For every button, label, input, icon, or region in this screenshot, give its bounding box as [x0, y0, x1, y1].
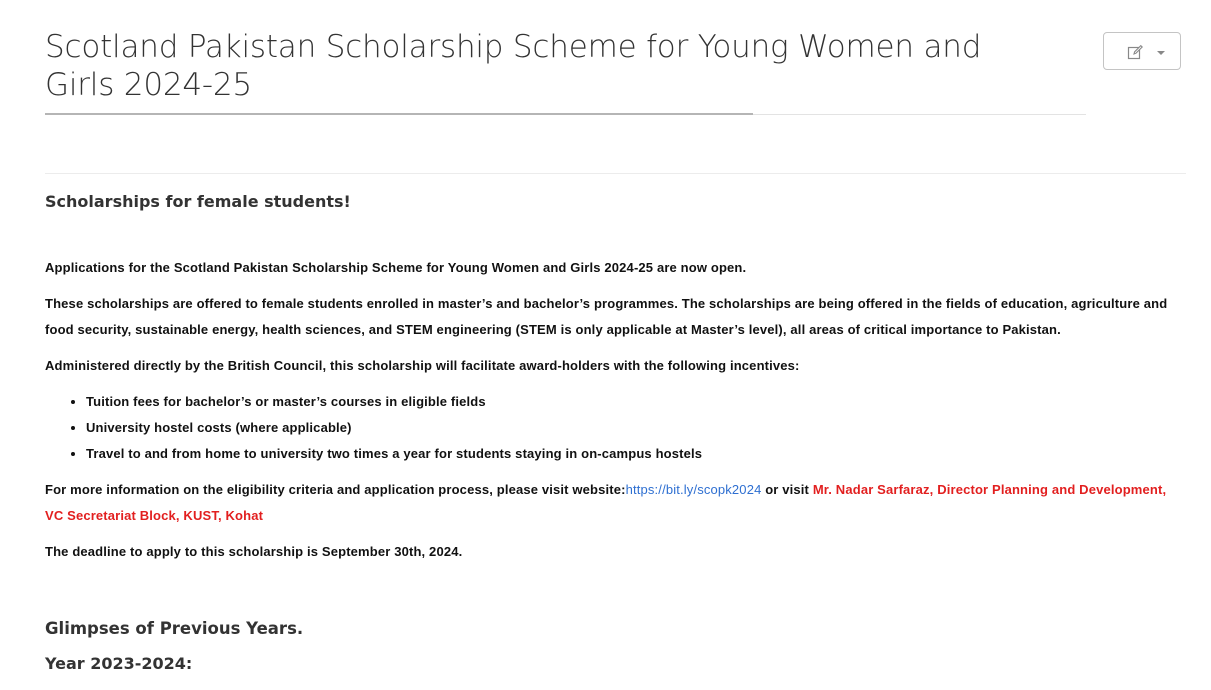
list-item: • Tuition fees for bachelor’s or master’s courses in eligible fields [86, 389, 1185, 415]
paragraph-applications-open: Applications for the Scotland Pakistan Scholarship Scheme for Young Women and Girls 2024-25 are now open. [45, 260, 747, 275]
scholarship-website-link[interactable]: https://bit.ly/scopk2024 [625, 482, 762, 497]
glimpses-heading: Glimpses of Previous Years. [45, 619, 304, 638]
edit-icon [1127, 44, 1143, 60]
info-middle: or visit [761, 482, 813, 497]
incentives-list [45, 389, 1185, 467]
article-subheading: Scholarships for female students! [45, 192, 351, 211]
page-title: Scotland Pakistan Scholarship Scheme for Young Women and Girls 2024-25 [45, 29, 982, 103]
paragraph-scholarship-fields: These scholarships are offered to female students enrolled in master’s and bachelor’s programmes. The scholarships are being offered in the fields of education, agriculture and food security, sustainable energy, health sciences, and STEM engineering (STEM is only applicable at Master’s level), all areas of critical importance to Pakistan. [45, 296, 1168, 337]
info-prefix: For more information on the eligibility criteria and application process, please visit website: [45, 482, 626, 497]
year-heading: Year 2023-2024: [45, 654, 193, 673]
paragraph-administered: Administered directly by the British Council, this scholarship will facilitate award-holders with the following incentives: [45, 358, 800, 373]
list-item: • Travel to and from home to university two times a year for students staying in on-campus hostels [86, 441, 1185, 467]
paragraph-more-info [45, 477, 1185, 529]
title-divider-accent [45, 113, 753, 115]
edit-dropdown-button[interactable] [1103, 32, 1181, 70]
section-divider [45, 173, 1186, 174]
article-body [45, 188, 1185, 676]
contact-person: Mr. Nadar Sarfaraz, Director Planning and Development, VC Secretariat Block, KUST, Kohat [45, 482, 1167, 523]
list-item: • University hostel costs (where applicable) [86, 415, 1185, 441]
paragraph-deadline: The deadline to apply to this scholarship is September 30th, 2024. [45, 544, 463, 559]
chevron-down-icon [1157, 51, 1165, 55]
